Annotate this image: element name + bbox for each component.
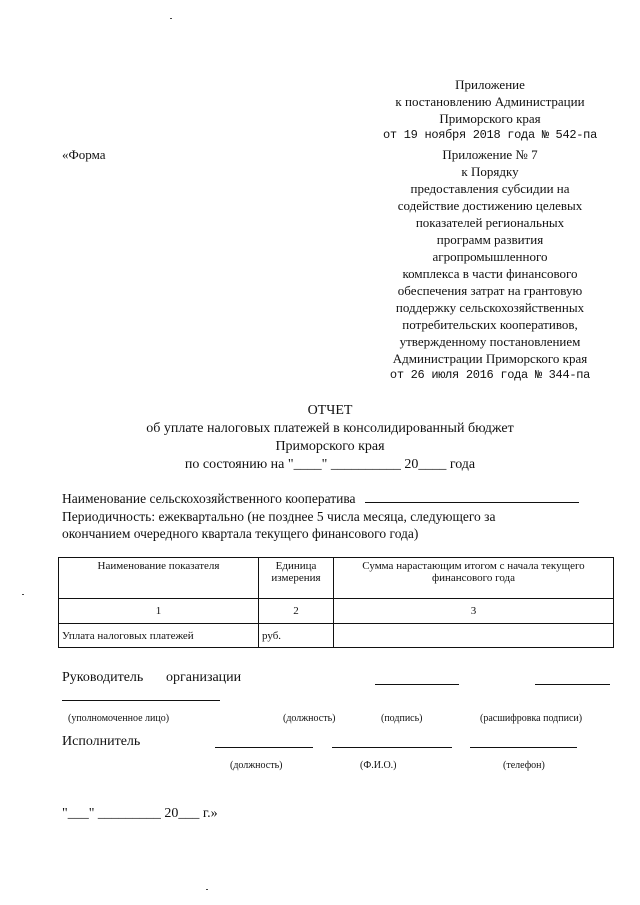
appendix7-line: утвержденному постановлением [399,334,581,349]
coop-name-row [62,490,612,507]
person-signature-line[interactable] [62,700,220,701]
org-label: организации [166,670,242,685]
appendix7-stamp: от 26 июля 2016 года № 344-па [389,368,591,382]
form-mark: «Форма [62,147,106,162]
appendix-header-line3: Приморского края [439,111,541,126]
coop-name-field[interactable] [365,490,579,503]
table-header-cell: Сумма нарастающим итогом с начала текущего финансового года [334,558,614,599]
table-number-cell: 3 [334,599,614,624]
table-number-row [59,599,614,624]
executor-name-line[interactable] [332,747,452,748]
scan-speck [22,594,24,595]
caption-decode: (расшифровка подписи) [480,713,583,724]
report-table [58,557,614,648]
appendix7-line: Администрации Приморского края [392,351,588,366]
caption-person: (уполномоченное лицо) [68,713,170,724]
appendix-header-stamp: от 19 ноября 2018 года № 542-па [383,128,597,142]
appendix7-line: поддержку сельскохозяйственных [395,300,585,315]
appendix7-line: программ развития [436,232,544,247]
report-title-block [100,402,560,474]
appendix7-block [370,146,610,384]
appendix7-line: обеспечения затрат на грантовую [397,283,583,298]
report-date-line: по состоянию на "____" __________ 20____ года [184,457,476,472]
report-subtitle-2: Приморского края [275,439,385,454]
appendix7-line: показателей региональных [415,215,565,230]
scan-speck [170,18,172,19]
scan-speck [206,889,208,890]
appendix7-line: предоставления субсидии на [410,181,570,196]
appendix7-line: комплекса в части финансового [402,266,578,281]
table-header-cell: Единица измерения [259,558,334,599]
appendix-header [370,76,610,144]
appendix7-line: к Порядку [461,164,519,179]
table-cell-unit: руб. [259,624,334,648]
coop-name-label: Наименование сельскохозяйственного кооператива [62,491,356,506]
periodicity-line-1: Периодичность: ежеквартально (не позднее 5 числа месяца, следующего за [62,509,496,524]
executor-caption-position: (должность) [230,760,283,771]
periodicity-line-2: окончанием очередного квартала текущего финансового года) [62,526,419,541]
caption-position: (должность) [283,713,336,724]
footer-date: "___" _________ 20___ г.» [62,806,218,821]
appendix-header-line2: к постановлению Администрации [395,94,585,109]
appendix-header-line1: Приложение [455,77,525,92]
periodicity [62,508,495,542]
table-cell-indicator: Уплата налоговых платежей [59,624,259,648]
appendix7-line: содействие достижению целевых [397,198,583,213]
appendix7-line: агропромышленного [432,249,548,264]
table-header-cell: Наименование показателя [59,558,259,599]
table-number-cell: 2 [259,599,334,624]
appendix7-line: Приложение № 7 [442,147,538,162]
decode-signature-line[interactable] [535,684,610,685]
table-number-cell: 1 [59,599,259,624]
caption-sign: (подпись) [381,713,423,724]
table-row [59,624,614,648]
executor-caption-phone: (телефон) [503,760,545,771]
executor-caption-name: (Ф.И.О.) [360,760,397,771]
head-label: Руководитель [62,670,144,685]
report-title: ОТЧЕТ [307,403,353,418]
appendix7-line: потребительских кооперативов, [402,317,578,332]
position-signature-line[interactable] [375,684,459,685]
executor-phone-line[interactable] [470,747,577,748]
executor-label: Исполнитель [62,734,141,749]
table-header-row [59,558,614,599]
table-cell-sum[interactable] [334,624,614,648]
report-subtitle-1: об уплате налоговых платежей в консолидированный бюджет [146,421,514,436]
executor-position-line[interactable] [215,747,313,748]
